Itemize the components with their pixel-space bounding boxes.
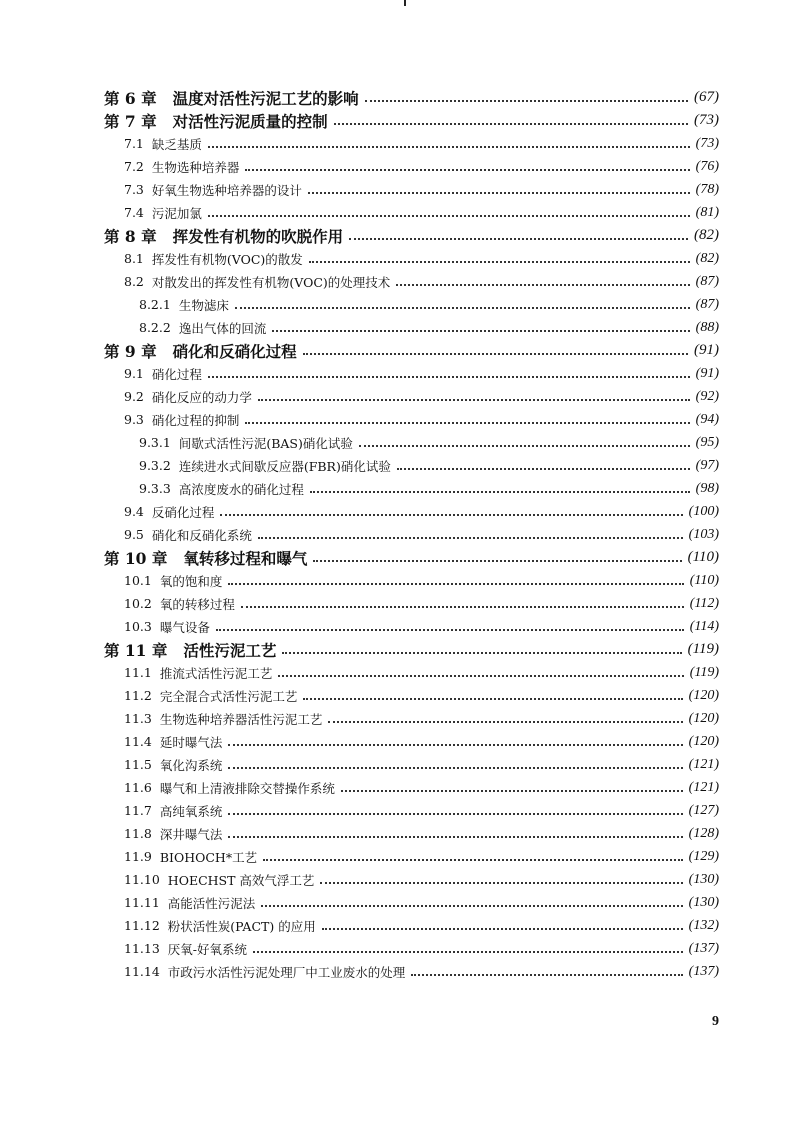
toc-page: (82) [695,250,719,266]
toc-number: 8.2 [124,274,144,289]
toc-section-11-3[interactable] [124,707,719,730]
toc-number: 7.2 [124,159,144,174]
toc-number: 11.4 [124,734,152,749]
toc-number: 7.4 [124,205,144,220]
toc-number: 11.5 [124,757,152,772]
dot-leader [261,904,682,907]
toc-title: 生物选种培养器 [151,159,240,175]
toc-page: (82) [694,227,719,243]
toc-title: 市政污水活性污泥处理厂中工业废水的处理 [167,964,406,980]
toc-title: 硝化过程 [151,366,202,382]
toc-number: 9.1 [124,366,144,381]
dot-leader [308,191,690,194]
toc-section-11-14[interactable] [124,960,719,983]
dot-leader [278,674,683,677]
toc-section-10-1[interactable] [124,569,719,592]
dot-leader [258,398,690,401]
dot-leader [365,99,688,102]
toc-title: 硝化过程的抑制 [151,412,240,428]
toc-title: 氧化沟系统 [159,757,223,773]
toc-section-11-6[interactable] [124,776,719,799]
toc-title: 厌氧-好氧系统 [167,941,248,957]
toc-section-11-5[interactable] [124,753,719,776]
toc-section-11-7[interactable] [124,799,719,822]
toc-number: 7.1 [124,136,144,151]
toc-section-7-3[interactable] [124,178,719,201]
toc-page: (120) [688,710,719,726]
toc-section-11-9[interactable] [124,845,719,868]
toc-section-7-4[interactable] [124,201,719,224]
toc-page: (67) [694,89,719,105]
toc-title: 推流式活性污泥工艺 [159,665,273,681]
toc-page: (137) [688,940,719,956]
toc-subsection-9-3-1[interactable] [139,431,719,454]
toc-page: (119) [687,641,719,657]
toc-section-11-10[interactable] [124,868,719,891]
toc-page: (110) [687,549,719,565]
top-margin-mark [404,0,406,6]
toc-page: (98) [695,480,719,496]
toc-title: HOECHST 高效气浮工艺 [167,872,315,888]
toc-title: 曝气和上清液排除交替操作系统 [159,780,335,796]
dot-leader [253,950,683,953]
toc-title: 对散发出的挥发性有机物(VOC)的处理技术 [151,274,391,290]
dot-leader [309,260,690,263]
toc-page: (130) [688,871,719,887]
toc-section-11-2[interactable] [124,684,719,707]
toc-number: 第 7 章 [104,111,157,131]
toc-page: (130) [688,894,719,910]
dot-leader [235,306,690,309]
toc-subsection-8-2-1[interactable] [139,293,719,316]
toc-section-10-2[interactable] [124,592,719,615]
toc-page: (91) [695,365,719,381]
dot-leader [310,490,690,493]
toc-number: 第 11 章 [104,640,168,660]
toc-subsection-9-3-3[interactable] [139,477,719,500]
dot-leader [282,651,681,654]
toc-number: 10.3 [124,619,152,634]
toc-number: 11.9 [124,849,152,864]
toc-page: (127) [688,802,719,818]
toc-title: 氧的饱和度 [159,573,223,589]
toc-page: (91) [694,342,719,358]
toc-title: 对活性污泥质量的控制 [172,111,328,131]
toc-title: 曝气设备 [159,619,210,635]
toc-number: 9.2 [124,389,144,404]
toc-title: 连续进水式间歇反应器(FBR)硝化试验 [178,458,391,474]
dot-leader [208,145,690,148]
dot-leader [334,122,688,125]
toc-section-8-1[interactable] [124,247,719,270]
toc-title: 挥发性有机物的吹脱作用 [172,226,344,246]
toc-page: (121) [688,779,719,795]
dot-leader [349,237,688,240]
dot-leader [263,858,683,861]
toc-title: 延时曝气法 [159,734,223,750]
toc-number: 9.4 [124,504,144,519]
toc-page: (94) [695,411,719,427]
toc-number: 9.3.3 [139,481,171,496]
dot-leader [396,283,689,286]
dot-leader [220,513,682,516]
toc-number: 11.6 [124,780,152,795]
dot-leader [258,536,683,539]
dot-leader [208,375,690,378]
toc-title: 好氧生物选种培养器的设计 [151,182,302,198]
toc-number: 9.3.2 [139,458,171,473]
dot-leader [228,835,682,838]
toc-page: (92) [695,388,719,404]
toc-title: 完全混合式活性污泥工艺 [159,688,298,704]
dot-leader [411,973,682,976]
toc-title: 高纯氧系统 [159,803,223,819]
toc-chapter-9[interactable] [104,339,719,362]
dot-leader [245,168,689,171]
toc-section-9-3[interactable] [124,408,719,431]
toc-section-9-1[interactable] [124,362,719,385]
toc-section-11-1[interactable] [124,661,719,684]
toc-number: 11.13 [124,941,160,956]
dot-leader [359,444,690,447]
toc-number: 10.1 [124,573,152,588]
dot-leader [228,766,682,769]
toc-title: 高能活性污泥法 [167,895,256,911]
dot-leader [245,421,689,424]
dot-leader [272,329,689,332]
toc-chapter-10[interactable] [104,546,719,569]
toc-number: 11.2 [124,688,152,703]
toc-number: 11.12 [124,918,160,933]
dot-leader [208,214,690,217]
toc-number: 第 8 章 [104,226,157,246]
toc-number: 11.14 [124,964,160,979]
toc-section-11-8[interactable] [124,822,719,845]
dot-leader [341,789,683,792]
toc-number: 11.11 [124,895,160,910]
toc-title: 硝化和反硝化过程 [172,341,297,361]
dot-leader [320,881,682,884]
toc-page: (78) [695,181,719,197]
toc-page: (120) [688,733,719,749]
toc-chapter-8[interactable] [104,224,719,247]
toc-number: 8.1 [124,251,144,266]
toc-page: (114) [689,618,719,634]
toc-chapter-6[interactable] [104,86,719,109]
toc-page: (121) [688,756,719,772]
toc-section-11-13[interactable] [124,937,719,960]
dot-leader [216,628,684,631]
toc-number: 10.2 [124,596,152,611]
toc-number: 11.10 [124,872,160,887]
toc-page: (132) [688,917,719,933]
toc-title: 粉状活性炭(PACT) 的应用 [167,918,316,934]
dot-leader [241,605,684,608]
toc-page: (110) [689,572,719,588]
toc-page: (120) [688,687,719,703]
toc-title: 生物滤床 [178,297,229,313]
dot-leader [313,559,681,562]
toc-section-10-3[interactable] [124,615,719,638]
toc-page: (128) [688,825,719,841]
toc-number: 11.3 [124,711,152,726]
toc-title: 缺乏基质 [151,136,202,152]
dot-leader [228,812,682,815]
toc-title: 氧转移过程和曝气 [183,548,308,568]
toc-title: 挥发性有机物(VOC)的散发 [151,251,303,267]
toc-number: 9.3.1 [139,435,171,450]
toc-section-9-5[interactable] [124,523,719,546]
toc-section-8-2[interactable] [124,270,719,293]
toc-page: (88) [695,319,719,335]
toc-page: (97) [695,457,719,473]
toc-number: 8.2.1 [139,297,171,312]
toc-title: BIOHOCH*工艺 [159,849,258,865]
toc-title: 高浓度废水的硝化过程 [178,481,304,497]
toc-page: (137) [688,963,719,979]
toc-section-9-4[interactable] [124,500,719,523]
dot-leader [322,927,683,930]
toc-section-7-1[interactable] [124,132,719,155]
toc-title: 间歇式活性污泥(BAS)硝化试验 [178,435,353,451]
toc-title: 逸出气体的回流 [178,320,267,336]
toc-title: 深井曝气法 [159,826,223,842]
toc-page: (87) [695,273,719,289]
toc-chapter-7[interactable] [104,109,719,132]
toc-page: (87) [695,296,719,312]
toc-page: (100) [688,503,719,519]
toc-number: 11.1 [124,665,152,680]
toc-section-7-2[interactable] [124,155,719,178]
toc-title: 反硝化过程 [151,504,215,520]
dot-leader [228,743,682,746]
dot-leader [397,467,690,470]
toc-number: 9.3 [124,412,144,427]
toc-chapter-11[interactable] [104,638,719,661]
toc-page: (76) [695,158,719,174]
toc-title: 生物选种培养器活性污泥工艺 [159,711,323,727]
toc-number: 第 9 章 [104,341,157,361]
toc-title: 硝化和反硝化系统 [151,527,252,543]
dot-leader [303,352,688,355]
toc-page: (112) [689,595,719,611]
toc-section-11-12[interactable] [124,914,719,937]
toc-number: 8.2.2 [139,320,171,335]
toc-subsection-9-3-2[interactable] [139,454,719,477]
toc-section-11-4[interactable] [124,730,719,753]
toc-title: 硝化反应的动力学 [151,389,252,405]
toc-section-9-2[interactable] [124,385,719,408]
toc-page: (81) [695,204,719,220]
toc-title: 污泥加氯 [151,205,202,221]
toc-page: (95) [695,434,719,450]
toc-subsection-8-2-2[interactable] [139,316,719,339]
toc-title: 温度对活性污泥工艺的影响 [172,88,359,108]
toc-number: 11.8 [124,826,152,841]
dot-leader [328,720,682,723]
page-number: 9 [712,1014,719,1029]
toc-number: 11.7 [124,803,152,818]
toc-title: 活性污泥工艺 [183,640,277,660]
toc-page: (119) [689,664,719,680]
toc-title: 氧的转移过程 [159,596,235,612]
toc-number: 第 10 章 [104,548,168,568]
toc-number: 7.3 [124,182,144,197]
dot-leader [303,697,682,700]
toc-section-11-11[interactable] [124,891,719,914]
toc-number: 第 6 章 [104,88,157,108]
toc-page: (103) [688,526,719,542]
toc-page: (129) [688,848,719,864]
dot-leader [228,582,683,585]
toc-number: 9.5 [124,527,144,542]
toc-page: (73) [695,135,719,151]
toc-page: (73) [694,112,719,128]
